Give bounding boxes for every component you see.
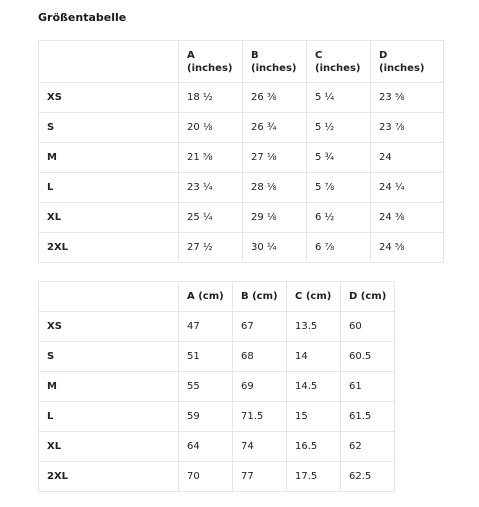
table-cell: 74 [233,432,287,462]
size-label: XS [39,83,179,113]
table-cell: 14.5 [287,372,341,402]
size-label: L [39,173,179,203]
header-cell: C (cm) [287,282,341,312]
table-cell: 68 [233,342,287,372]
table-cell: 24 ⅝ [371,233,444,263]
size-label: L [39,402,179,432]
size-label: M [39,143,179,173]
table-cell: 60.5 [341,342,395,372]
table-cell: 64 [179,432,233,462]
table-row [39,143,444,173]
header-cell: C (inches) [307,41,371,83]
table-cell: 26 ¾ [243,113,307,143]
table-cell: 51 [179,342,233,372]
table-cell: 60 [341,312,395,342]
table-cell: 24 ⅜ [371,203,444,233]
table-cell: 61 [341,372,395,402]
size-label: M [39,372,179,402]
size-label: XL [39,432,179,462]
table-cell: 6 ½ [307,203,371,233]
table-cell: 27 ½ [179,233,243,263]
size-table-cm [38,281,395,492]
table-cell: 16.5 [287,432,341,462]
table-cell: 61.5 [341,402,395,432]
table-cell: 28 ⅛ [243,173,307,203]
table-cell: 5 ¼ [307,83,371,113]
inches-table-container [38,40,425,265]
header-cell: A (inches) [179,41,243,83]
table-cell: 5 ⅞ [307,173,371,203]
table-row [39,462,395,492]
table-row [39,203,444,233]
header-cell: B (cm) [233,282,287,312]
size-label: S [39,342,179,372]
table-cell: 23 ⅞ [371,113,444,143]
table-row [39,432,395,462]
table-cell: 25 ¼ [179,203,243,233]
table-cell: 5 ½ [307,113,371,143]
table-cell: 77 [233,462,287,492]
table-cell: 24 [371,143,444,173]
table-row [39,312,395,342]
table-cell: 18 ½ [179,83,243,113]
size-label: 2XL [39,233,179,263]
size-table-inches [38,40,444,263]
table-cell: 20 ⅛ [179,113,243,143]
table-cell: 15 [287,402,341,432]
table-header-row [39,282,395,312]
table-cell: 55 [179,372,233,402]
header-cell [39,282,179,312]
table-row [39,83,444,113]
header-cell: B (inches) [243,41,307,83]
table-cell: 69 [233,372,287,402]
table-row [39,113,444,143]
table-row [39,402,395,432]
page-title: Größentabelle [38,11,127,24]
table-cell: 67 [233,312,287,342]
table-cell: 21 ⅝ [179,143,243,173]
header-cell [39,41,179,83]
table-cell: 24 ¼ [371,173,444,203]
table-cell: 13.5 [287,312,341,342]
table-cell: 62 [341,432,395,462]
header-cell: A (cm) [179,282,233,312]
table-cell: 6 ⅞ [307,233,371,263]
table-header-row [39,41,444,83]
header-cell: D (inches) [371,41,444,83]
table-cell: 71.5 [233,402,287,432]
table-cell: 14 [287,342,341,372]
table-row [39,233,444,263]
size-label: XS [39,312,179,342]
size-label: S [39,113,179,143]
table-row [39,173,444,203]
table-row [39,372,395,402]
cm-table-container [38,281,398,496]
table-cell: 17.5 [287,462,341,492]
table-cell: 23 ¼ [179,173,243,203]
size-label: 2XL [39,462,179,492]
table-cell: 62.5 [341,462,395,492]
table-cell: 59 [179,402,233,432]
table-cell: 30 ¼ [243,233,307,263]
table-cell: 27 ⅛ [243,143,307,173]
header-cell: D (cm) [341,282,395,312]
table-cell: 26 ⅜ [243,83,307,113]
table-cell: 47 [179,312,233,342]
table-row [39,342,395,372]
size-label: XL [39,203,179,233]
table-cell: 23 ⅝ [371,83,444,113]
table-cell: 29 ⅛ [243,203,307,233]
table-cell: 70 [179,462,233,492]
table-cell: 5 ¾ [307,143,371,173]
